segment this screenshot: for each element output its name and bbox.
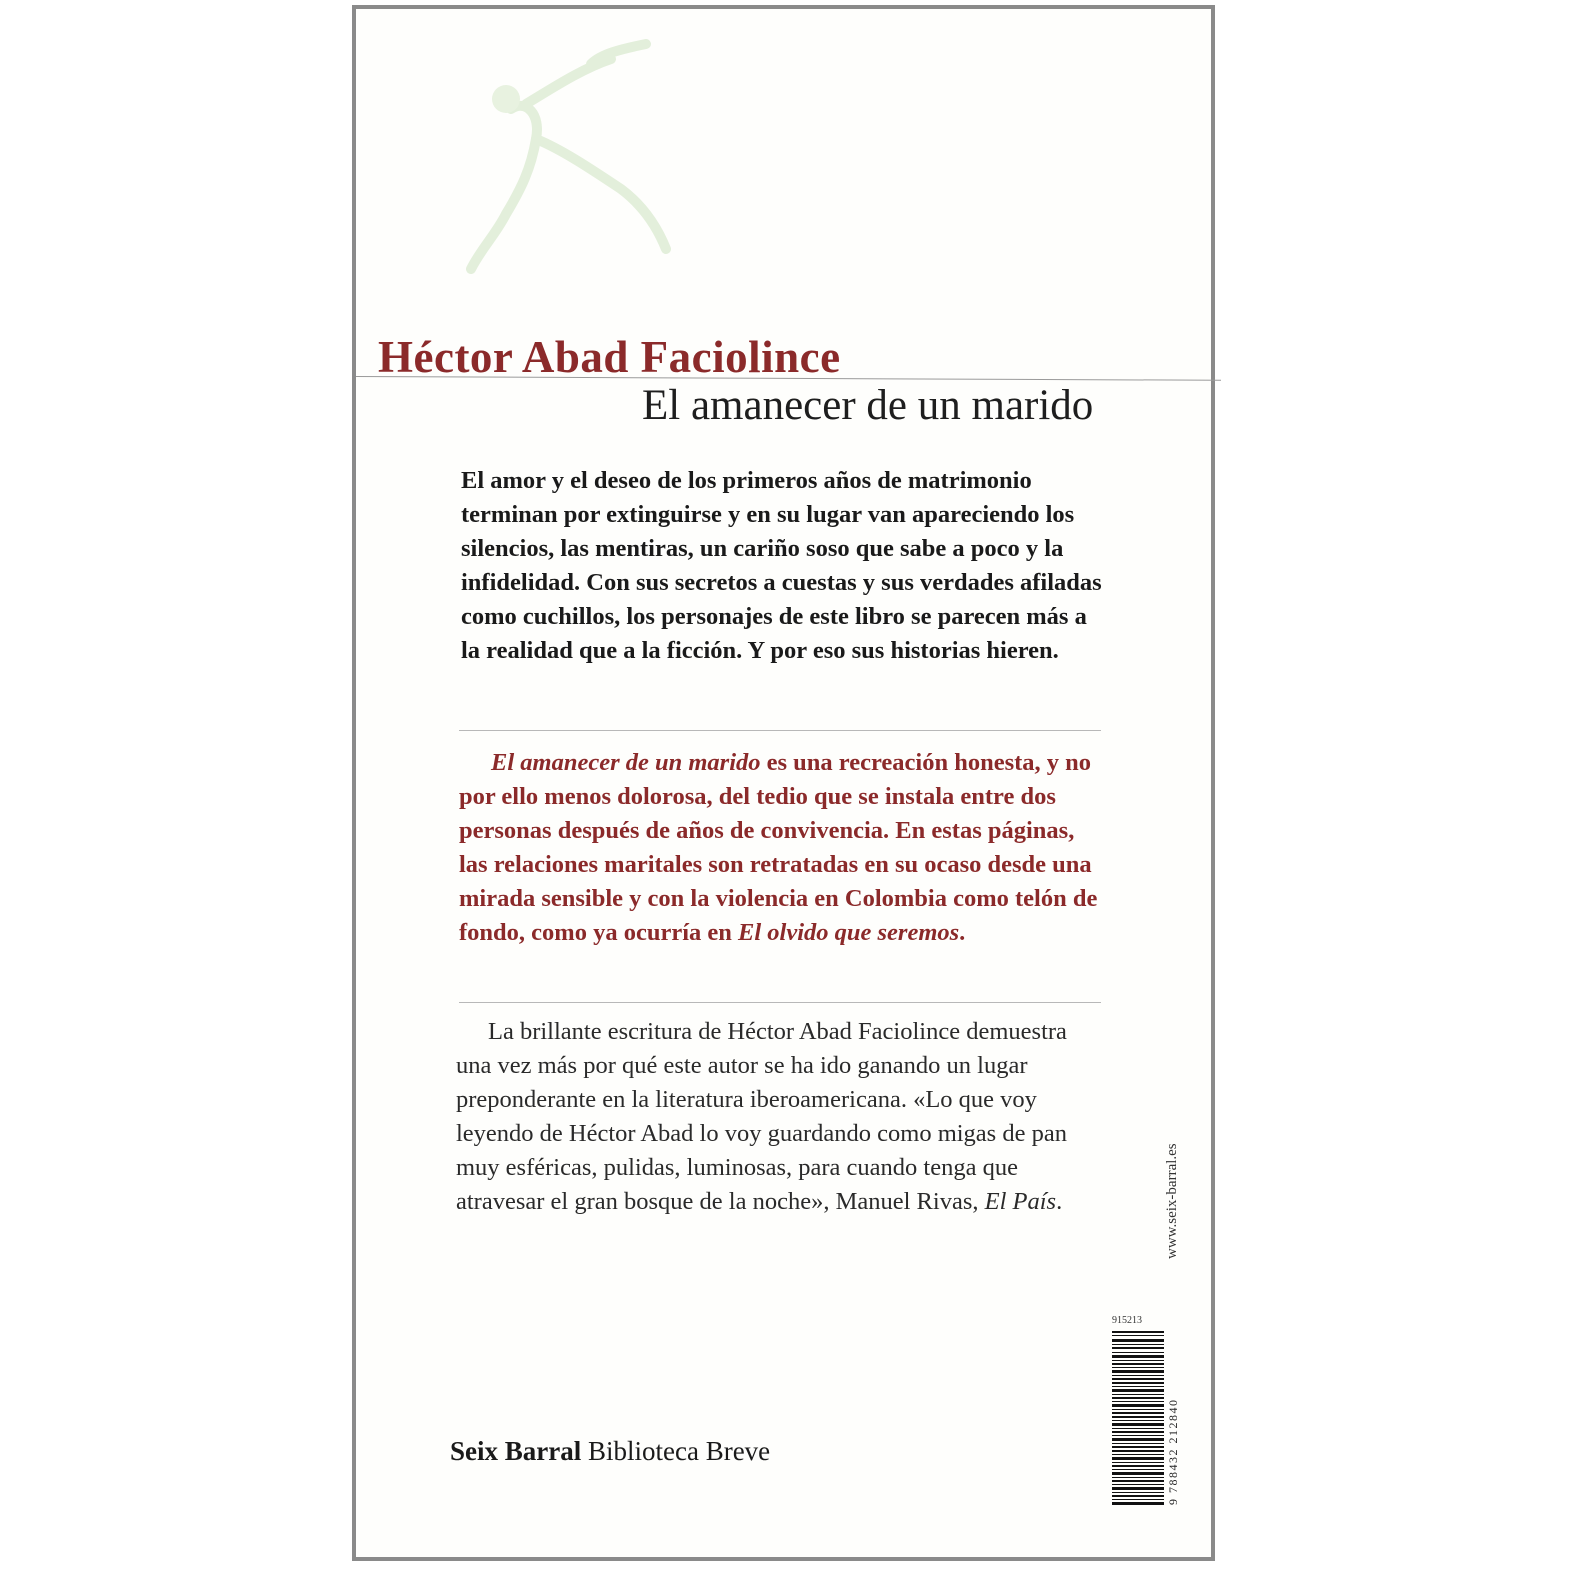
publisher-name: Seix Barral xyxy=(450,1436,582,1466)
blurb-paragraph-1: El amor y el deseo de los primeros años de matrimonio terminan por extinguirse y en su lugar van apareciendo los silencios, las mentiras, un cariño soso que sabe a poco y la infidelidad. Con sus secretos a cuestas y sus verdades afiladas como cuchillos, los personajes de este libro se parecen más a la realidad que a la ficción. Y por eso sus historias hieren. xyxy=(461,467,1102,664)
isbn-digits: 9 788432 212840 xyxy=(1166,1398,1180,1505)
author-name: Héctor Abad Faciolince xyxy=(378,332,841,382)
paragraph-3-text: La brillante escritura de Héctor Abad Faciolince demuestra una vez más por qué este autor se ha ido ganando un lugar preponderante en la literatura iberoamericana. «Lo que voy leyendo de Héctor Abad lo voy guardando como migas de pan muy esféricas, pulidas, luminosas, para cuando tenga que atravesar el gran bosque de la noche», Manuel Rivas, xyxy=(456,1018,1067,1215)
blurb-paragraph-3 xyxy=(456,1015,1100,1219)
publisher-series: Biblioteca Breve xyxy=(587,1436,771,1466)
paragraph-3-end: . xyxy=(1056,1188,1063,1215)
source-italic: El País xyxy=(984,1188,1057,1215)
book-title: El amanecer de un marido xyxy=(642,382,1094,429)
blurb-paragraph-2 xyxy=(459,746,1103,950)
barcode-code: 915213 xyxy=(1112,1315,1142,1326)
book-reference-italic: El olvido que seremos xyxy=(738,919,960,946)
publisher-website: www.seix-barral.es xyxy=(1164,1143,1180,1259)
publisher-line xyxy=(450,1436,770,1467)
divider xyxy=(459,730,1101,731)
paragraph-2-end: . xyxy=(959,919,966,946)
figure-illustration xyxy=(451,39,691,289)
paragraph-2-text: es una recreación honesta, y no por ello menos dolorosa, del tedio que se instala entre dos personas después de años de convivencia. En estas páginas, las relaciones maritales son retratadas en su ocaso desde una mirada sensible y con la violencia en Colombia como telón de fondo, como ya ocurría en xyxy=(459,749,1098,946)
book-back-cover xyxy=(352,5,1215,1561)
title-italic: El amanecer de un marido xyxy=(491,749,761,776)
divider xyxy=(459,1002,1101,1003)
barcode xyxy=(1112,1331,1164,1505)
